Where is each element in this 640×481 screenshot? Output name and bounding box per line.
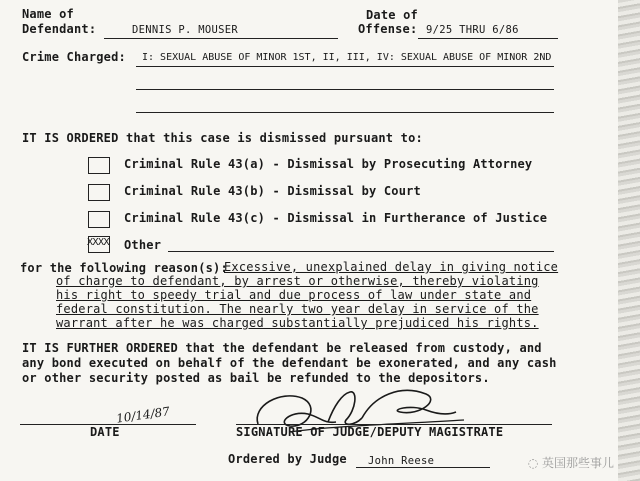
reason-line-4: federal constitution. The nearly two year delay in service of the bbox=[56, 302, 539, 316]
checkbox-rule-43a bbox=[88, 157, 110, 174]
option-other: Other bbox=[124, 238, 162, 252]
crime-charged-text: I: SEXUAL ABUSE OF MINOR 1ST, II, III, IV: SEXUAL ABUSE OF MINOR 2ND bbox=[142, 52, 552, 63]
offense-date: 9/25 THRU 6/86 bbox=[426, 24, 519, 36]
option-rule-43c: Criminal Rule 43(c) - Dismissal in Furtherance of Justice bbox=[124, 211, 548, 225]
crime-line-2 bbox=[136, 89, 554, 90]
option-rule-43a: Criminal Rule 43(a) - Dismissal by Prosecuting Attorney bbox=[124, 157, 533, 171]
option-rule-43b: Criminal Rule 43(b) - Dismissal by Court bbox=[124, 184, 421, 198]
signature-label: SIGNATURE OF JUDGE/DEPUTY MAGISTRATE bbox=[236, 425, 504, 439]
crime-charged-label: Crime Charged: bbox=[22, 50, 126, 64]
name-label: Name of bbox=[22, 7, 74, 21]
reason-line-2: of charge to defendant, by arrest or otherwise, thereby violating bbox=[56, 274, 539, 288]
defendant-label: Defendant: bbox=[22, 22, 97, 36]
other-line bbox=[168, 251, 554, 252]
watermark bbox=[528, 454, 614, 471]
wechat-icon: ◌ bbox=[527, 456, 542, 470]
reason-line-1: Excessive, unexplained delay in giving notice bbox=[224, 260, 559, 274]
further-order-line-2: any bond executed on behalf of the defendant be exonerated, and any cash bbox=[22, 356, 557, 370]
ordered-by-label: Ordered by Judge bbox=[228, 452, 347, 466]
reason-line-3: his right to speedy trial and due process of law under state and bbox=[56, 288, 532, 302]
date-value: 10/14/87 bbox=[115, 404, 171, 426]
date-label: DATE bbox=[90, 425, 120, 439]
offense-date-line bbox=[418, 38, 558, 39]
reason-line-5: warrant after he was charged substantially prejudiced his rights. bbox=[56, 316, 539, 330]
offense-label: Offense: bbox=[358, 22, 418, 36]
watermark-text: 英国那些事儿 bbox=[541, 456, 614, 470]
date-of-label: Date of bbox=[366, 8, 418, 22]
judge-name: John Reese bbox=[368, 455, 435, 467]
judge-name-line bbox=[356, 467, 490, 468]
defendant-name: DENNIS P. MOUSER bbox=[132, 24, 238, 36]
other-mark: XXXX bbox=[87, 237, 110, 248]
checkbox-rule-43b bbox=[88, 184, 110, 201]
crime-line-3 bbox=[136, 112, 554, 113]
reasons-label: for the following reason(s): bbox=[20, 261, 228, 275]
checkbox-rule-43c bbox=[88, 211, 110, 228]
further-order-line-1: IT IS FURTHER ORDERED that the defendant be released from custody, and bbox=[22, 341, 542, 355]
order-intro: IT IS ORDERED that this case is dismissed pursuant to: bbox=[22, 131, 423, 145]
defendant-line bbox=[104, 38, 338, 39]
further-order-line-3: or other security posted as bail be refunded to the depositors. bbox=[22, 371, 490, 385]
crime-line-1 bbox=[136, 66, 554, 67]
torn-edge bbox=[618, 0, 640, 481]
